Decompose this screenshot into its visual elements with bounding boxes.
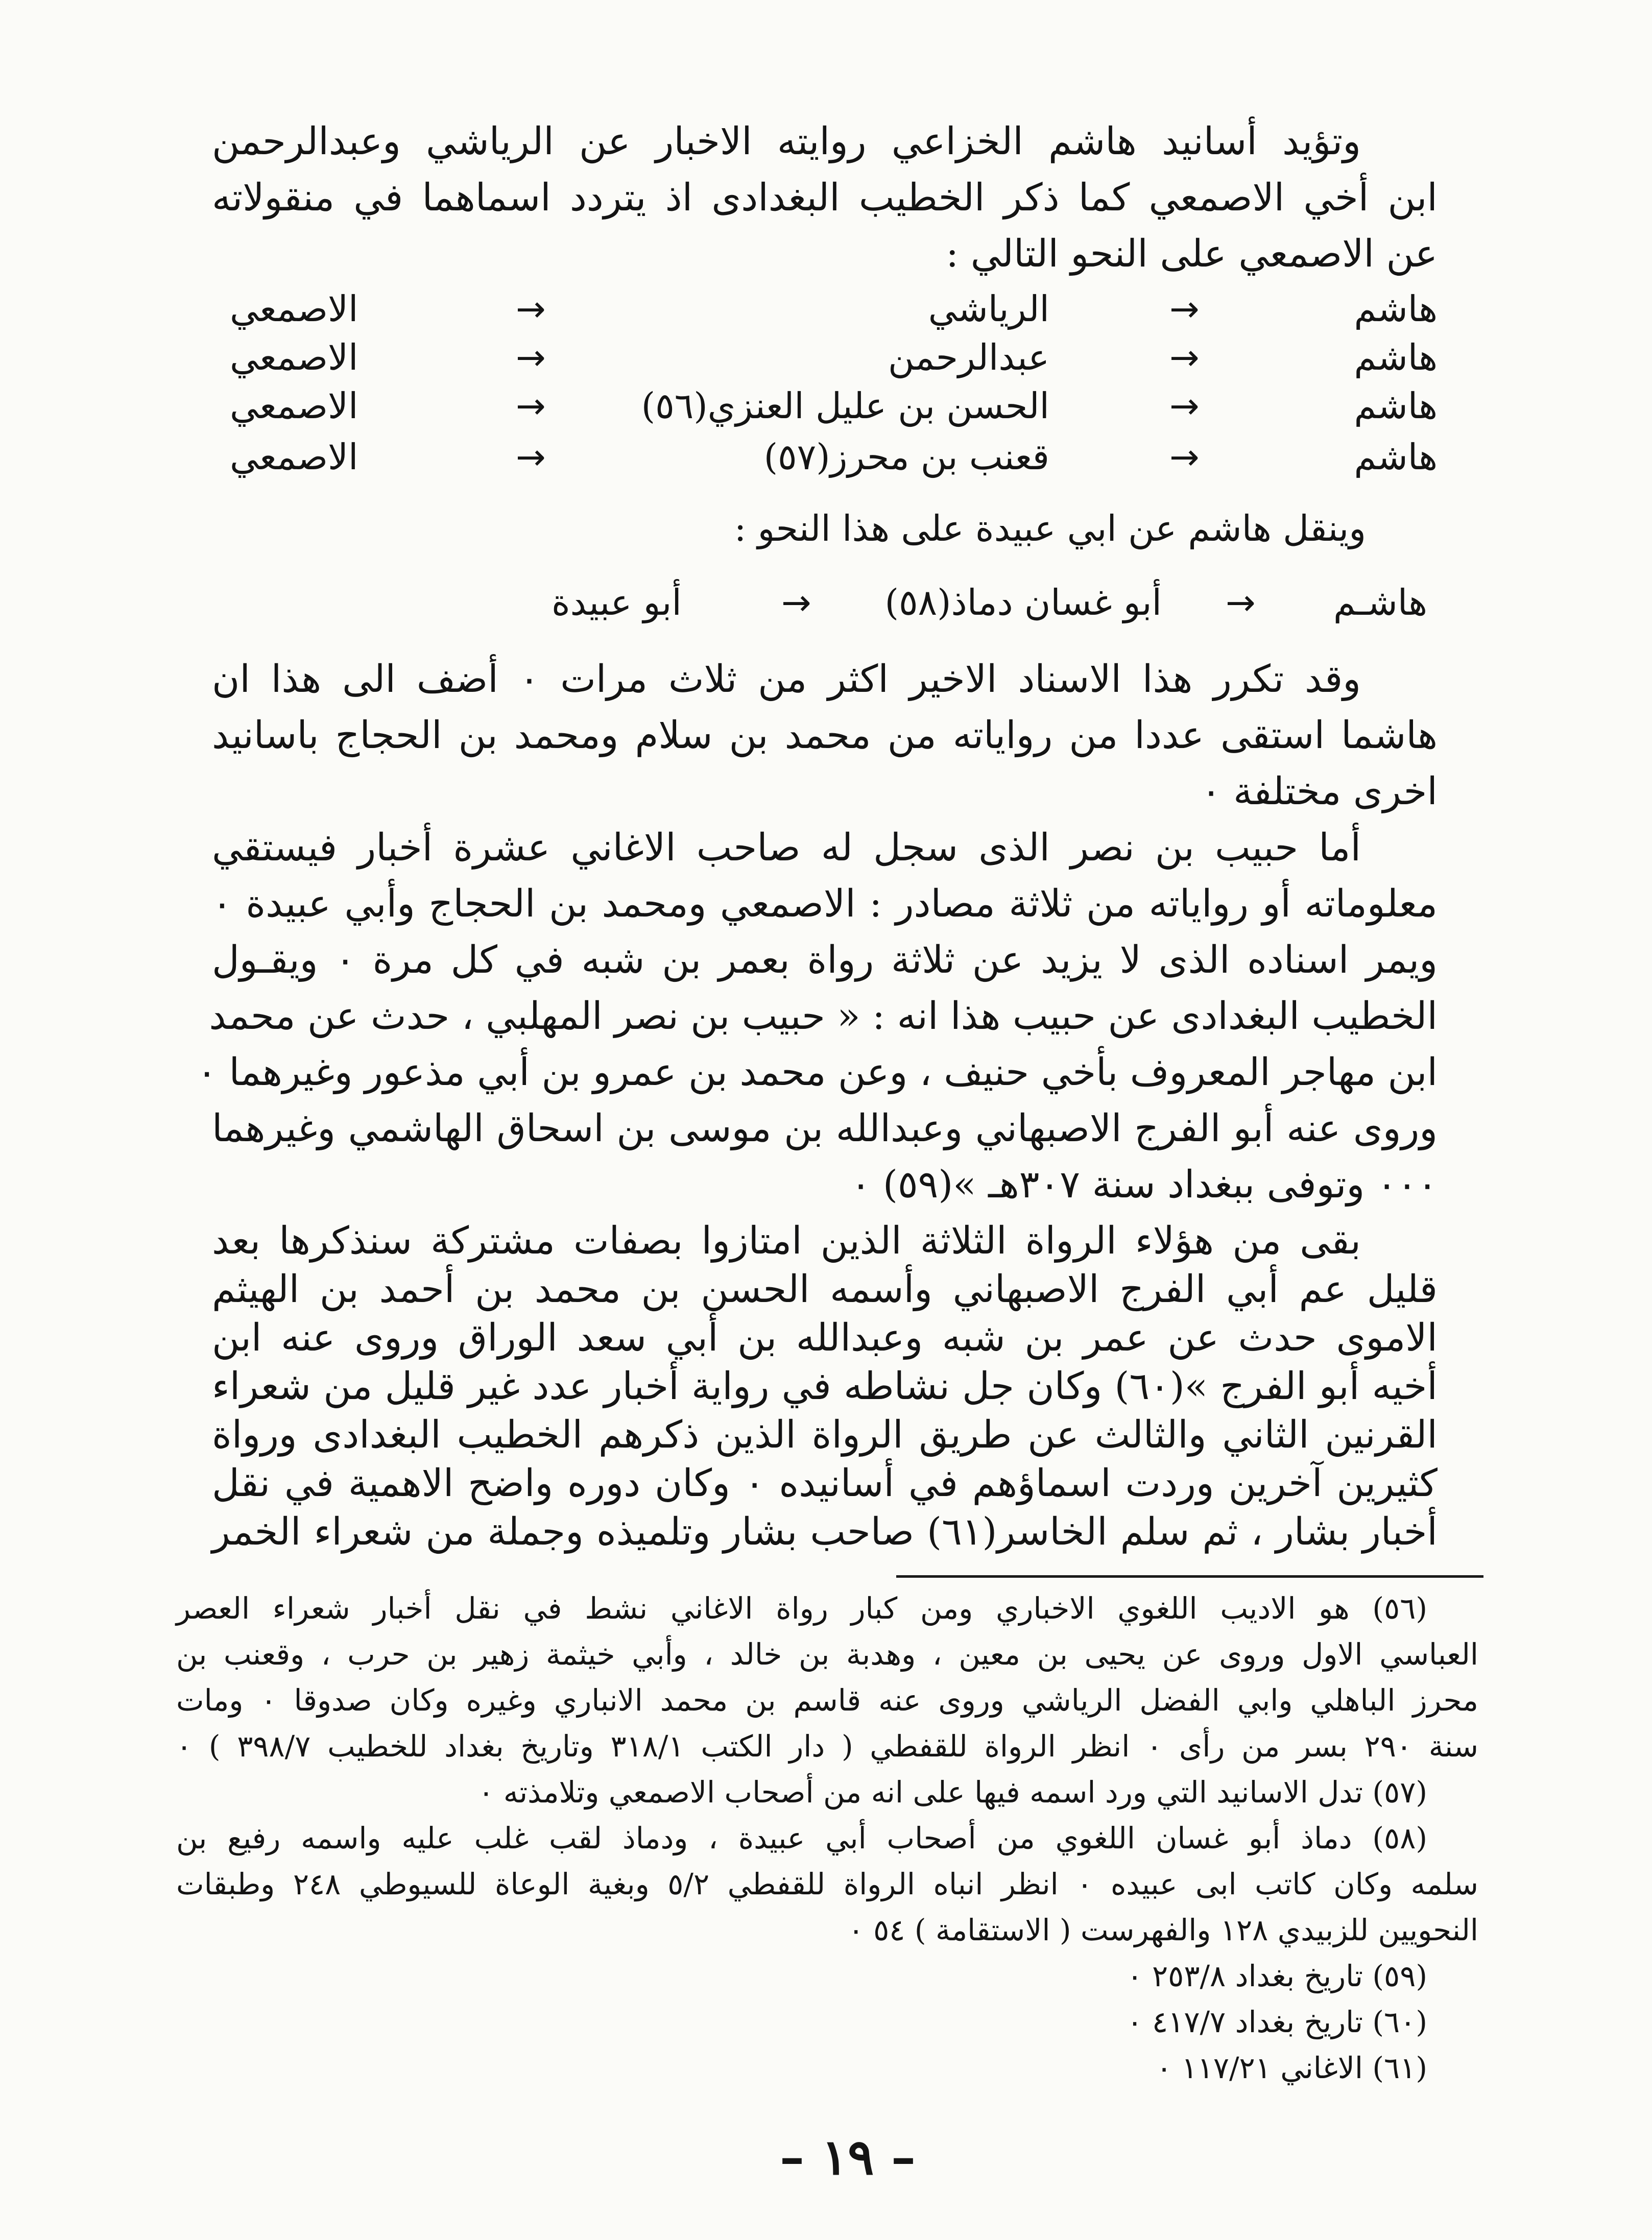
footnote-56-line-4: سنة ٢٩٠ بسر من رأى ٠ انظر الرواة للقفطي ( دار الكتب ٣١٨/١ وتاريخ بغداد للخطيب ٣٩٨/٧ ) ٠ bbox=[176, 1729, 1478, 1764]
arrow-right-icon: → bbox=[1169, 336, 1200, 378]
chain-intro: وينقل هاشم عن ابي عبيدة على هذا النحو : bbox=[734, 508, 1366, 549]
chain-5-first: هاشـم bbox=[1333, 582, 1427, 623]
footnote-60: (٦٠) تاريخ بغداد ٤١٧/٧ ٠ bbox=[1127, 2005, 1427, 2039]
paragraph-3-line-4: الخطيب البغدادى عن حبيب هذا انه : « حبيب بن نصر المهلبي ، حدث عن محمد bbox=[209, 994, 1438, 1038]
chain-2-last: الاصمعي bbox=[230, 336, 358, 378]
paragraph-2-line-2: هاشما استقى عددا من رواياته من محمد بن سلام ومحمد بن الحجاج باسانيد bbox=[212, 713, 1438, 757]
chain-2-first: هاشم bbox=[1354, 336, 1438, 378]
chain-2-middle: عبدالرحمن bbox=[888, 336, 1049, 378]
paragraph-3-line-3: ويمر اسناده الذى لا يزيد عن ثلاثة رواة بعمر بن شبه في كل مرة ٠ ويقـول bbox=[212, 938, 1438, 982]
chain-1-first: هاشم bbox=[1354, 288, 1438, 330]
arrow-right-icon: → bbox=[1226, 582, 1256, 623]
paragraph-4-line-6: كثيرين آخرين وردت اسماؤهم في أسانيده ٠ وكان دوره واضح الاهمية في نقل bbox=[212, 1461, 1438, 1505]
paragraph-4-line-2: قليل عم أبي الفرج الاصبهاني وأسمه الحسن بن محمد بن أحمد بن الهيثم bbox=[212, 1267, 1438, 1311]
paragraph-1-line-2: ابن أخي الاصمعي كما ذكر الخطيب البغدادى اذ يتردد اسماهما في منقولاته bbox=[212, 176, 1438, 220]
chain-1-last: الاصمعي bbox=[230, 288, 358, 330]
footnote-56-line-1: (٥٦) هو الاديب اللغوي الاخباري ومن كبار رواة الاغاني نشط في نقل أخبار شعراء العصر bbox=[176, 1591, 1427, 1626]
paragraph-4-line-1: بقى من هؤلاء الرواة الثلاثة الذين امتازوا بصفات مشتركة سنذكرها بعد bbox=[212, 1219, 1361, 1263]
chain-4-last: الاصمعي bbox=[230, 436, 358, 478]
page-number: – ١٩ – bbox=[780, 2128, 916, 2186]
footnote-separator bbox=[896, 1575, 1483, 1578]
footnote-58-line-3: النحويين للزبيدي ١٢٨ والفهرست ( الاستقامة ) ٥٤ ٠ bbox=[848, 1913, 1478, 1947]
paragraph-1-line-3: عن الاصمعي على النحو التالي : bbox=[946, 232, 1438, 276]
paragraph-2-line-1: وقد تكرر هذا الاسناد الاخير اكثر من ثلاث مرات ٠ أضف الى هذا ان bbox=[212, 657, 1361, 701]
arrow-right-icon: → bbox=[516, 288, 546, 330]
paragraph-3-line-6: وروى عنه أبو الفرج الاصبهاني وعبدالله بن موسى بن اسحاق الهاشمي وغيرهما bbox=[212, 1106, 1438, 1150]
chain-4-first: هاشم bbox=[1354, 436, 1438, 478]
footnote-57: (٥٧) تدل الاسانيد التي ورد اسمه فيها على انه من أصحاب الاصمعي وتلامذته ٠ bbox=[478, 1775, 1427, 1810]
paragraph-3-line-7: ٠٠٠ وتوفى ببغداد سنة ٣٠٧هـ »(٥٩) ٠ bbox=[850, 1163, 1438, 1207]
chain-5-middle: أبو غسان دماذ(٥٨) bbox=[884, 582, 1162, 623]
chain-3-first: هاشم bbox=[1354, 385, 1438, 427]
paragraph-4-line-5: القرنين الثاني والثالث عن طريق الرواة الذين ذكرهم الخطيب البغدادى ورواة bbox=[212, 1413, 1438, 1457]
chain-3-last: الاصمعي bbox=[230, 385, 358, 427]
footnote-61: (٦١) الاغاني ١١٧/٢١ ٠ bbox=[1156, 2051, 1427, 2085]
paragraph-3-line-1: أما حبيب بن نصر الذى سجل له صاحب الاغاني عشرة أخبار فيستقي bbox=[212, 826, 1361, 870]
arrow-right-icon: → bbox=[516, 336, 546, 378]
arrow-right-icon: → bbox=[1169, 288, 1200, 330]
paragraph-2-line-3: اخرى مختلفة ٠ bbox=[1201, 769, 1438, 813]
chain-1-middle: الرياشي bbox=[928, 288, 1049, 330]
arrow-right-icon: → bbox=[781, 582, 811, 623]
footnote-56-line-3: محرز الباهلي وابي الفضل الرياشي وروى عنه قاسم بن محمد الانباري وغيره وكان صدوقا ٠ ومات bbox=[176, 1683, 1478, 1718]
paragraph-1-line-1: وتؤيد أسانيد هاشم الخزاعي روايته الاخبار عن الرياشي وعبدالرحمن bbox=[212, 119, 1361, 163]
chain-4-middle: قعنب بن محرز(٥٧) bbox=[763, 436, 1049, 478]
chain-3-middle: الحسن بن عليل العنزي(٥٦) bbox=[641, 385, 1049, 427]
arrow-right-icon: → bbox=[516, 385, 546, 427]
arrow-right-icon: → bbox=[516, 436, 546, 478]
paragraph-4-line-3: الاموى حدث عن عمر بن شبه وعبدالله بن أبي سعد الوراق وروى عنه ابن bbox=[212, 1316, 1438, 1360]
paragraph-3-line-5: ابن مهاجر المعروف بأخي حنيف ، وعن محمد بن عمرو بن أبي مذعور وغيرهما ٠ bbox=[197, 1050, 1438, 1094]
chain-5-last: أبو عبيدة bbox=[552, 582, 682, 623]
footnote-58-line-2: سلمه وكان كاتب ابى عبيده ٠ انظر انباه الرواة للقفطي ٥/٢ وبغية الوعاة للسيوطي ٢٤٨ وطبقات bbox=[176, 1867, 1478, 1901]
paragraph-3-line-2: معلوماته أو رواياته من ثلاثة مصادر : الاصمعي ومحمد بن الحجاج وأبي عبيدة ٠ bbox=[212, 882, 1438, 926]
paragraph-4-line-4: أخيه أبو الفرج »(٦٠) وكان جل نشاطه في رواية أخبار عدد غير قليل من شعراء bbox=[212, 1364, 1438, 1408]
paragraph-4-line-7: أخبار بشار ، ثم سلم الخاسر(٦١) صاحب بشار وتلميذه وجملة من شعراء الخمر bbox=[212, 1510, 1438, 1554]
footnote-59: (٥٩) تاريخ بغداد ٢٥٣/٨ ٠ bbox=[1127, 1959, 1427, 1993]
footnote-56-line-2: العباسي الاول وروى عن يحيى بن معين ، وهدبة بن خالد ، وأبي خيثمة زهير بن حرب ، وقعنب بن bbox=[176, 1637, 1478, 1672]
arrow-right-icon: → bbox=[1169, 385, 1200, 427]
arrow-right-icon: → bbox=[1169, 436, 1200, 478]
footnote-58-line-1: (٥٨) دماذ أبو غسان اللغوي من أصحاب أبي عبيدة ، ودماذ لقب غلب عليه واسمه رفيع بن bbox=[176, 1821, 1427, 1856]
